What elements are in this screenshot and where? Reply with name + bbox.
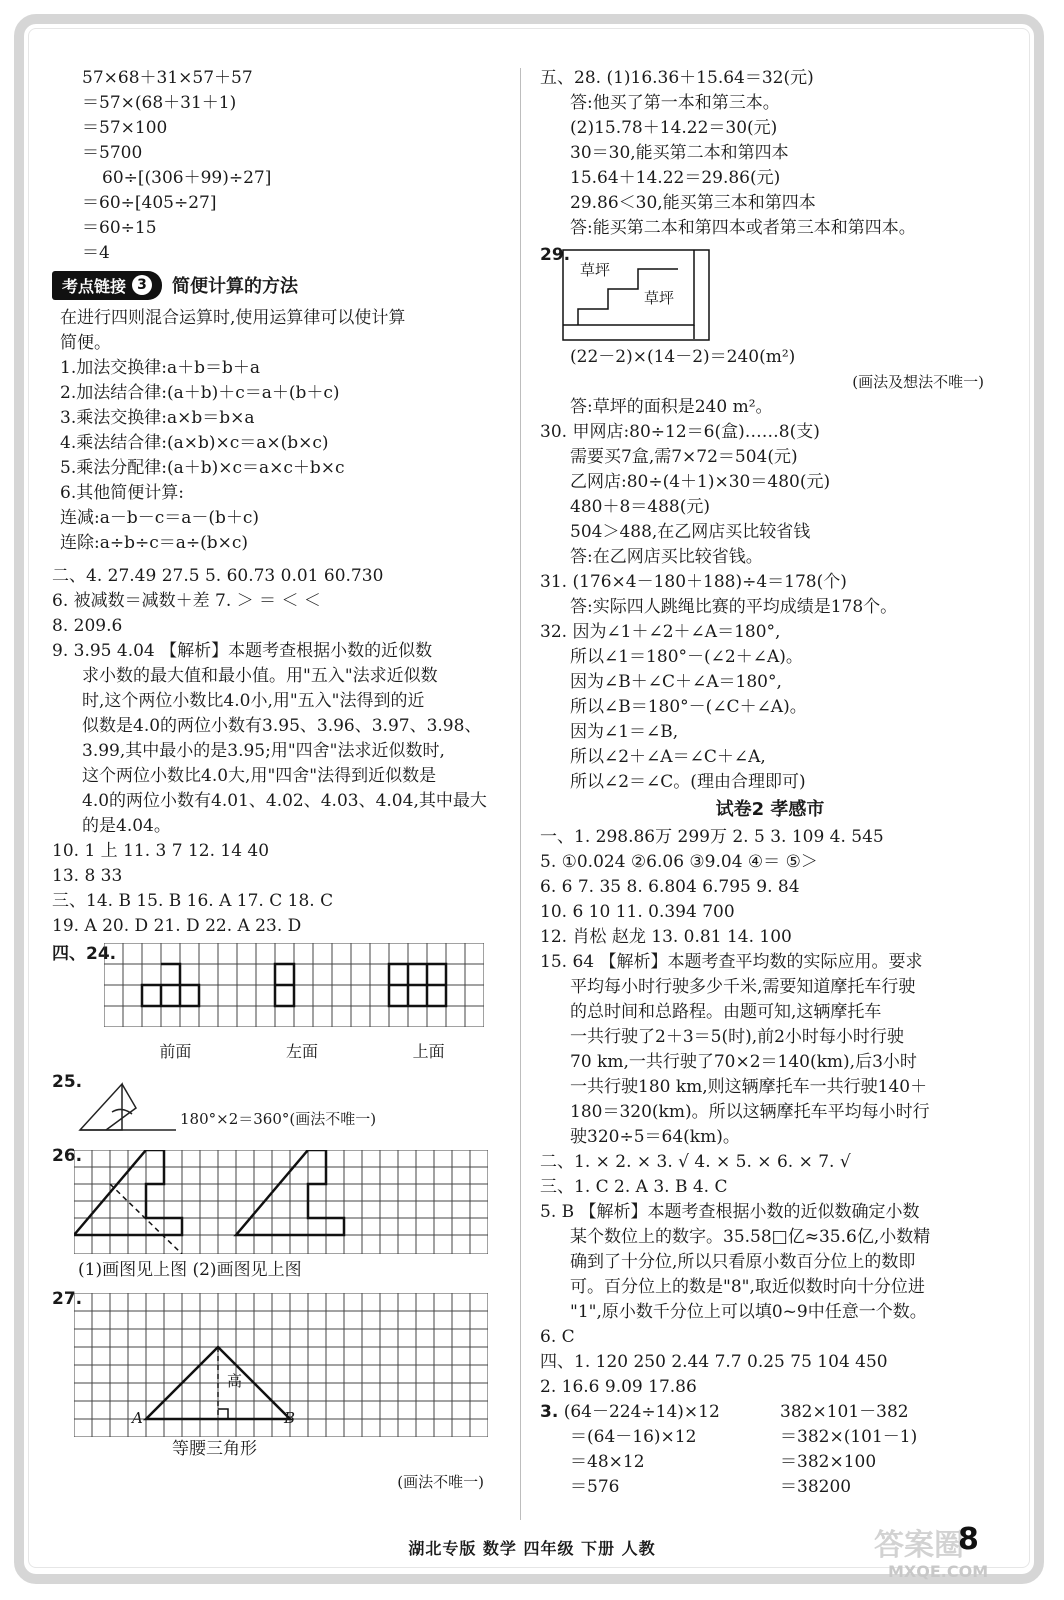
answer-line: 这个两位小数比4.0大,用"四舍"法得到近似数是 <box>82 766 437 786</box>
answer-line: 可。百分位上的数是"8",取近似数时向十分位进 <box>570 1277 925 1297</box>
answer-line: 一、1. 298.86万 299万 2. 5 3. 109 4. 545 <box>540 827 884 847</box>
q27-point-a: A <box>132 1409 143 1427</box>
answer-line: 似数是4.0的两位小数有3.95、3.96、3.97、3.98、 <box>82 716 482 736</box>
answer-line: 需要买7盒,需7×72＝504(元) <box>570 447 798 467</box>
method-line: 在进行四则混合运算时,使用运算律可以使计算 <box>60 308 406 328</box>
answer-line: 确到了十分位,所以只看原小数百分位上的数即 <box>570 1252 916 1272</box>
q24-label: 四、24. <box>52 944 117 964</box>
answer-line: 答:他买了第一本和第三本。 <box>570 93 780 113</box>
answer-line: 答:在乙网店买比较省钱。 <box>570 547 763 567</box>
answer-line: 70 km,一共行驶了70×2＝140(km),后3小时 <box>570 1052 917 1072</box>
q29-calc: (22－2)×(14－2)＝240(m²) <box>570 347 796 367</box>
q27-caption: 等腰三角形 <box>172 1439 257 1459</box>
answer-line: 180＝320(km)。所以这辆摩托车平均每小时行 <box>570 1102 930 1122</box>
answer-line: 30＝30,能买第二本和第四本 <box>570 143 789 163</box>
answer-line: 9. 3.95 4.04 【解析】本题考查根据小数的近似数 <box>52 641 433 661</box>
q25-triangle <box>76 1078 186 1138</box>
answer-line: 32. 因为∠1＋∠2＋∠A＝180°, <box>540 622 781 642</box>
q24-caption-top: 上面 <box>412 1042 445 1061</box>
q27-figure <box>52 1289 500 1437</box>
answer-line: 15. 64 【解析】本题考查平均数的实际应用。要求 <box>540 952 923 972</box>
answer-line: 五、28. (1)16.36＋15.64＝32(元) <box>540 68 814 88</box>
answer-line: 因为∠1＝∠B, <box>570 722 679 742</box>
calc-line: ＝4 <box>82 243 110 263</box>
q26-label: 26. <box>52 1146 83 1166</box>
q29-label: 29. <box>540 245 571 265</box>
calc-line: ＝57×100 <box>82 118 168 138</box>
q3-right <box>780 1400 917 1500</box>
calc-line: ＝60÷[405÷27] <box>82 193 217 213</box>
answer-line: 求小数的最大值和最小值。用"五入"法求近似数 <box>82 666 438 686</box>
calc-line: 60÷[(306＋99)÷27] <box>102 168 272 188</box>
left-column <box>52 66 500 1495</box>
q24-figure <box>52 939 500 1039</box>
answer-line: 四、1. 120 250 2.44 7.7 0.25 75 104 450 <box>540 1352 888 1372</box>
q25-figure <box>52 1072 500 1146</box>
answer-line: 6. C <box>540 1327 575 1347</box>
q3-right-line: 382×101－382 <box>780 1402 909 1422</box>
method-line: 连除:a÷b÷c＝a÷(b×c) <box>60 533 249 553</box>
q3-left <box>540 1400 780 1500</box>
answer-line: 10. 1 上 11. 3 7 12. 14 40 <box>52 841 270 861</box>
answer-line: "1",原小数千分位上可以填0~9中任意一个数。 <box>570 1302 927 1322</box>
method-line: 连减:a－b－c＝a－(b＋c) <box>60 508 260 528</box>
method-line: 3.乘法交换律:a×b＝b×a <box>60 408 255 428</box>
answer-line: 答:实际四人跳绳比赛的平均成绩是178个。 <box>570 597 898 617</box>
right-column <box>540 66 1000 1500</box>
q24-grid <box>104 943 484 1027</box>
method-line: 简便。 <box>60 333 111 353</box>
answer-line: 10. 6 10 11. 0.394 700 <box>540 902 735 922</box>
answer-line: 某个数位上的数字。35.58□亿≈35.6亿,小数精 <box>570 1227 931 1247</box>
section-header <box>52 268 500 302</box>
answer-line: 8. 209.6 <box>52 616 123 636</box>
q3-left-line <box>540 1400 780 1425</box>
q26-caption: (1)画图见上图 (2)画图见上图 <box>78 1260 302 1280</box>
method-line: 6.其他简便计算: <box>60 483 184 503</box>
q3-columns <box>540 1400 1000 1500</box>
answer-line: 31. (176×4－180＋188)÷4＝178(个) <box>540 572 847 592</box>
answer-line: 19. A 20. D 21. D 22. A 23. D <box>52 916 302 936</box>
q26-figure <box>52 1146 500 1258</box>
q3-right-line: ＝38200 <box>780 1477 852 1497</box>
q26-grid <box>74 1150 488 1254</box>
q3-left-line: ＝576 <box>570 1477 620 1497</box>
answer-line: 30. 甲网店:80÷12＝6(盒)……8(支) <box>540 422 820 442</box>
answer-line: 答:能买第二本和第四本或者第三本和第四本。 <box>570 218 916 238</box>
q3-left-line: ＝48×12 <box>570 1452 645 1472</box>
method-line: 1.加法交换律:a＋b＝b＋a <box>60 358 260 378</box>
answer-line: 的总时间和总路程。由题可知,这辆摩托车 <box>570 1002 882 1022</box>
answer-line: 15.64＋14.22＝29.86(元) <box>570 168 781 188</box>
answer-line: 驶320÷5＝64(km)。 <box>570 1127 740 1147</box>
answer-line: 所以∠B＝180°－(∠C＋∠A)。 <box>570 697 807 717</box>
answer-line: 6. 6 7. 35 8. 6.804 6.795 9. 84 <box>540 877 800 897</box>
answer-line: 一共行驶了2＋3＝5(时),前2小时每小时行驶 <box>570 1027 904 1047</box>
section-badge-label: 考点链接 <box>62 276 127 296</box>
answer-line: 29.86＜30,能买第三本和第四本 <box>570 193 816 213</box>
answer-line: 平均每小时行驶多少千米,需要知道摩托车行驶 <box>570 977 916 997</box>
paper-title: 试卷2 孝感市 <box>715 799 825 820</box>
answer-line: 三、1. C 2. A 3. B 4. C <box>540 1177 728 1197</box>
answer-line: 6. 被减数＝减数＋差 7. ＞ ＝ ＜ ＜ <box>52 591 321 611</box>
q3-label: 3. <box>540 1402 559 1422</box>
answer-line: 所以∠2＝∠C。(理由合理即可) <box>570 772 806 792</box>
q3-right-line: ＝382×(101－1) <box>780 1427 918 1447</box>
answer-line: 480＋8＝488(元) <box>570 497 710 517</box>
answer-line: 一共行驶180 km,则这辆摩托车一共行驶140＋ <box>570 1077 928 1097</box>
q29-figure <box>540 245 1000 345</box>
answer-line: 3.99,其中最小的是3.95;用"四舍"法求近似数时, <box>82 741 445 761</box>
watermark-url: MXQE.COM <box>888 1562 989 1581</box>
calc-line: 57×68＋31×57＋57 <box>82 68 253 88</box>
answer-line: (2)15.78＋14.22＝30(元) <box>570 118 778 138</box>
answer-line: 5. ①0.024 ②6.06 ③9.04 ④＝ ⑤＞ <box>540 852 818 872</box>
answer-line: 2. 16.6 9.09 17.86 <box>540 1377 697 1397</box>
answer-line: 504＞488,在乙网店买比较省钱 <box>570 522 811 542</box>
q29-note: (画法及想法不唯一) <box>852 373 984 391</box>
q25-text: 180°×2＝360°(画法不唯一) <box>180 1110 377 1128</box>
method-line: 4.乘法结合律:(a×b)×c＝a×(b×c) <box>60 433 329 453</box>
answer-line: 二、1. × 2. × 3. √ 4. × 5. × 6. × 7. √ <box>540 1152 851 1172</box>
answer-line: 5. B 【解析】本题考查根据小数的近似数确定小数 <box>540 1202 920 1222</box>
answer-line: 13. 8 33 <box>52 866 123 886</box>
page-number: 8 <box>958 1522 979 1557</box>
q3-left-expr: (64－224÷14)×12 <box>563 1402 720 1422</box>
column-divider <box>520 68 521 1520</box>
calc-line: ＝57×(68＋31＋1) <box>82 93 237 113</box>
answer-line: 4.0的两位小数有4.01、4.02、4.03、4.04,其中最大 <box>82 791 487 811</box>
q3-right-line: ＝382×100 <box>780 1452 877 1472</box>
page-footer: 湖北专版 数学 四年级 下册 人教 <box>408 1539 656 1558</box>
q29-answer: 答:草坪的面积是240 m²。 <box>570 397 773 417</box>
q25-label: 25. <box>52 1072 83 1092</box>
answer-line: 三、14. B 15. B 16. A 17. C 18. C <box>52 891 334 911</box>
method-line: 2.加法结合律:(a＋b)＋c＝a＋(b＋c) <box>60 383 340 403</box>
q24-captions <box>112 1039 492 1062</box>
answer-line: 乙网店:80÷(4＋1)×30＝480(元) <box>570 472 831 492</box>
answer-line: 二、4. 27.49 27.5 5. 60.73 0.01 60.730 <box>52 566 384 586</box>
method-line: 5.乘法分配律:(a＋b)×c＝a×c＋b×c <box>60 458 345 478</box>
answer-line: 12. 肖松 赵龙 13. 0.81 14. 100 <box>540 927 792 947</box>
answer-line: 所以∠2＋∠A＝∠C＋∠A, <box>570 747 766 767</box>
q27-label: 27. <box>52 1289 83 1309</box>
section-number: 3 <box>132 275 152 295</box>
q27-note: (画法不唯一) <box>397 1473 484 1491</box>
q27-height-label: 高 <box>225 1373 243 1388</box>
q29-lawn-label-1: 草坪 <box>580 261 611 279</box>
q29-lawn-label-2: 草坪 <box>644 289 675 307</box>
answer-line: 时,这个两位小数比4.0小,用"五入"法得到的近 <box>82 691 425 711</box>
answer-line: 所以∠1＝180°－(∠2＋∠A)。 <box>570 647 803 667</box>
section-title: 简便计算的方法 <box>172 276 299 297</box>
calc-line: ＝5700 <box>82 143 143 163</box>
calc-line: ＝60÷15 <box>82 218 157 238</box>
watermark-logo: 答案圈 <box>874 1528 964 1563</box>
q3-left-line: ＝(64－16)×12 <box>570 1427 697 1447</box>
q24-caption-front: 前面 <box>159 1042 192 1061</box>
q27-point-b: B <box>284 1409 296 1427</box>
answer-line: 因为∠B＋∠C＋∠A＝180°, <box>570 672 782 692</box>
q24-caption-left: 左面 <box>286 1042 319 1061</box>
answer-line: 的是4.04。 <box>82 816 171 836</box>
section-badge <box>52 271 162 300</box>
